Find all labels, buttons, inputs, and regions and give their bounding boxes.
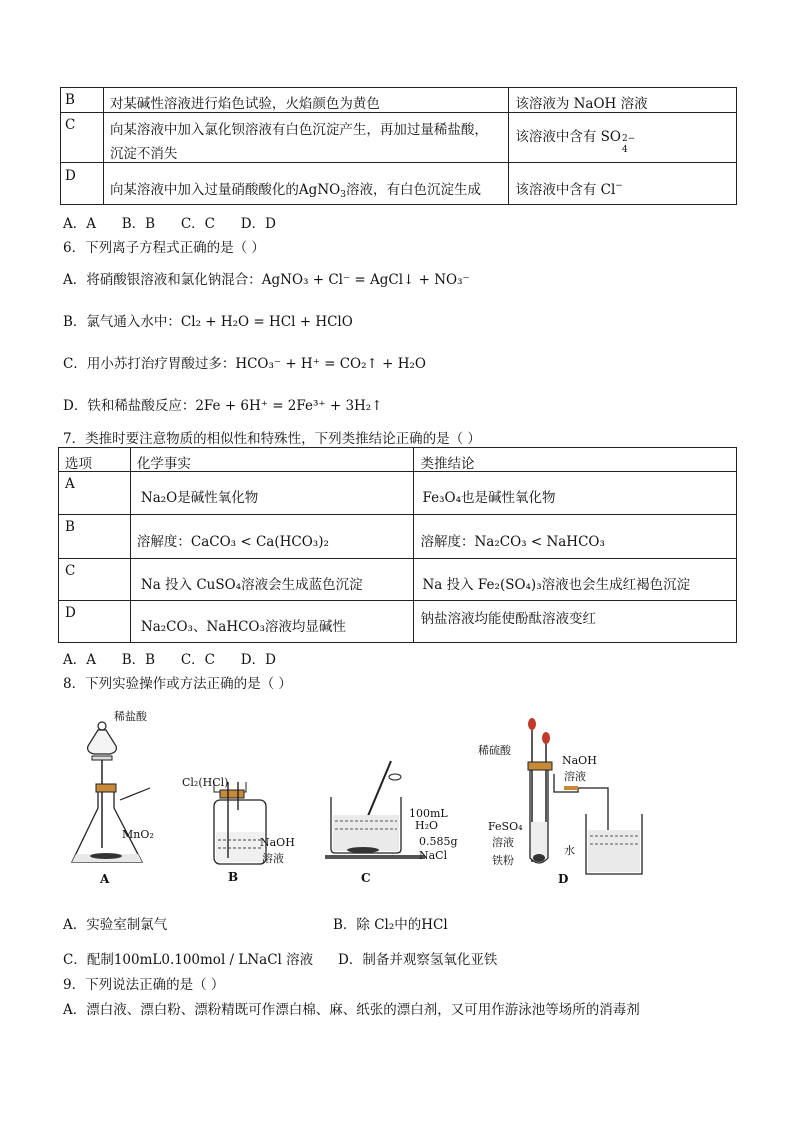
q6-option-a: A．将硝酸银溶液和氯化钠混合：AgNO₃ + Cl⁻ = AgCl↓ + NO₃⁻ [63, 272, 470, 288]
apparatus-c-volume-label: 100mL [409, 807, 448, 820]
q9-stem: 9．下列说法正确的是（ ） [63, 977, 225, 993]
q8-option-a: A．实验室制氯气 [63, 917, 168, 933]
q5-row-d-conclusion: 该溶液中含有 Cl− [515, 181, 623, 198]
apparatus-c-mass-label: 0.585g [419, 835, 458, 848]
q5-row-c-fact-line1: 向某溶液中加入氯化钡溶液有白色沉淀产生，再加过量稀盐酸， [109, 122, 488, 138]
apparatus-d-acid-label: 稀硫酸 [478, 744, 511, 757]
apparatus-d-feso4-solution-label: 溶液 [492, 836, 514, 849]
q6-option-b: B．氯气通入水中：Cl₂ + H₂O = HCl + HClO [63, 314, 353, 330]
q9-option-a: A．漂白液、漂白粉、漂粉精既可作漂白棉、麻、纸张的漂白剂，又可用作游泳池等场所的消毒剂 [63, 1002, 640, 1018]
q5-row-b-fact: 对某碱性溶液进行焰色试验，火焰颜色为黄色 [109, 96, 380, 112]
apparatus-b-naoh-label: NaOH [260, 836, 295, 849]
apparatus-a [60, 700, 180, 890]
apparatus-b-gas-label: Cl₂(HCl) [182, 776, 229, 789]
q7-row-a-fact: Na₂O是碱性氧化物 [140, 490, 259, 506]
q6-option-d: D．铁和稀盐酸反应：2Fe + 6H⁺ = 2Fe³⁺ + 3H₂↑ [63, 398, 383, 414]
q5-row-c-label: C [65, 117, 76, 133]
q7-row-d-conclusion: 钠盐溶液均能使酚酞溶液变红 [420, 611, 596, 627]
q7-row-a-conclusion: Fe₃O₄也是碱性氧化物 [422, 490, 556, 506]
q7-header-conclusion: 类推结论 [420, 456, 475, 472]
apparatus-c-drawing [325, 755, 470, 890]
apparatus-d-naoh-label: NaOH [562, 754, 597, 767]
q5-row-d-label: D [65, 168, 76, 184]
q7-row-b-label: B [65, 519, 75, 535]
apparatus-b [180, 770, 320, 890]
apparatus-b-caption: B [228, 870, 239, 884]
apparatus-d-caption: D [558, 872, 569, 886]
q5-table [60, 87, 737, 205]
q7-row-d-fact: Na₂CO₃、NaHCO₃溶液均显碱性 [140, 619, 346, 635]
apparatus-c-water-label: H₂O [415, 819, 439, 832]
q5-row-b-conclusion: 该溶液为 NaOH 溶液 [515, 96, 648, 112]
q7-row-c-fact: Na 投入 CuSO₄溶液会生成蓝色沉淀 [140, 577, 363, 593]
apparatus-a-reagent-label: 稀盐酸 [114, 710, 147, 723]
q6-option-c: C．用小苏打治疗胃酸过多：HCO₃⁻ + H⁺ = CO₂↑ + H₂O [63, 356, 426, 372]
apparatus-b-solution-label: 溶液 [262, 852, 284, 865]
q5-row-b-label: B [65, 92, 75, 108]
q7-row-b-fact: 溶解度：CaCO₃ < Ca(HCO₃)₂ [136, 534, 329, 550]
apparatus-d-iron-label: 铁粉 [492, 854, 514, 867]
q8-option-b: B．除 Cl₂中的HCl [333, 917, 448, 933]
apparatus-d-water-label: 水 [564, 844, 575, 857]
q7-row-d-label: D [65, 605, 76, 621]
apparatus-d-feso4-label: FeSO₄ [488, 820, 523, 833]
apparatus-c-salt-label: NaCl [419, 849, 448, 862]
q5-row-d-fact: 向某溶液中加入过量硝酸酸化的AgNO$_3$溶液，有白色沉淀生成 [109, 182, 481, 200]
apparatus-c-caption: C [361, 871, 371, 885]
q7-row-c-conclusion: Na 投入 Fe₂(SO₄)₃溶液也会生成红褐色沉淀 [422, 577, 691, 593]
q7-row-b-conclusion: 溶解度：Na₂CO₃ < NaHCO₃ [420, 534, 605, 550]
apparatus-a-drawing [60, 700, 180, 890]
q7-row-a-label: A [65, 476, 75, 492]
q6-stem: 6．下列离子方程式正确的是（ ） [63, 240, 265, 256]
q8-option-d: D．制备并观察氢氧化亚铁 [338, 952, 498, 968]
q5-row-c-fact-line2: 沉淀不消失 [109, 146, 178, 162]
apparatus-d-naoh-solution-label: 溶液 [564, 770, 586, 783]
q5-row-c-conclusion: 该溶液中含有 SO 2− 4 [515, 129, 636, 155]
q7-header-fact: 化学事实 [136, 456, 191, 472]
q7-answers: A．A B．B C．C D．D [63, 652, 276, 668]
q7-row-c-label: C [65, 563, 76, 579]
q5-answers: A．A B．B C．C D．D [63, 216, 276, 232]
apparatus-a-solid-label: MnO₂ [122, 828, 154, 841]
apparatus-a-caption: A [100, 872, 110, 886]
q8-stem: 8．下列实验操作或方法正确的是（ ） [63, 676, 292, 692]
apparatus-c [325, 755, 470, 890]
q8-option-c: C．配制100mL0.100mol / LNaCl 溶液 [63, 952, 314, 968]
q7-table [58, 447, 737, 643]
q7-stem: 7．类推时要注意物质的相似性和特殊性，下列类推结论正确的是（ ） [63, 431, 481, 447]
q7-header-option: 选项 [65, 456, 92, 472]
apparatus-d [478, 712, 648, 890]
